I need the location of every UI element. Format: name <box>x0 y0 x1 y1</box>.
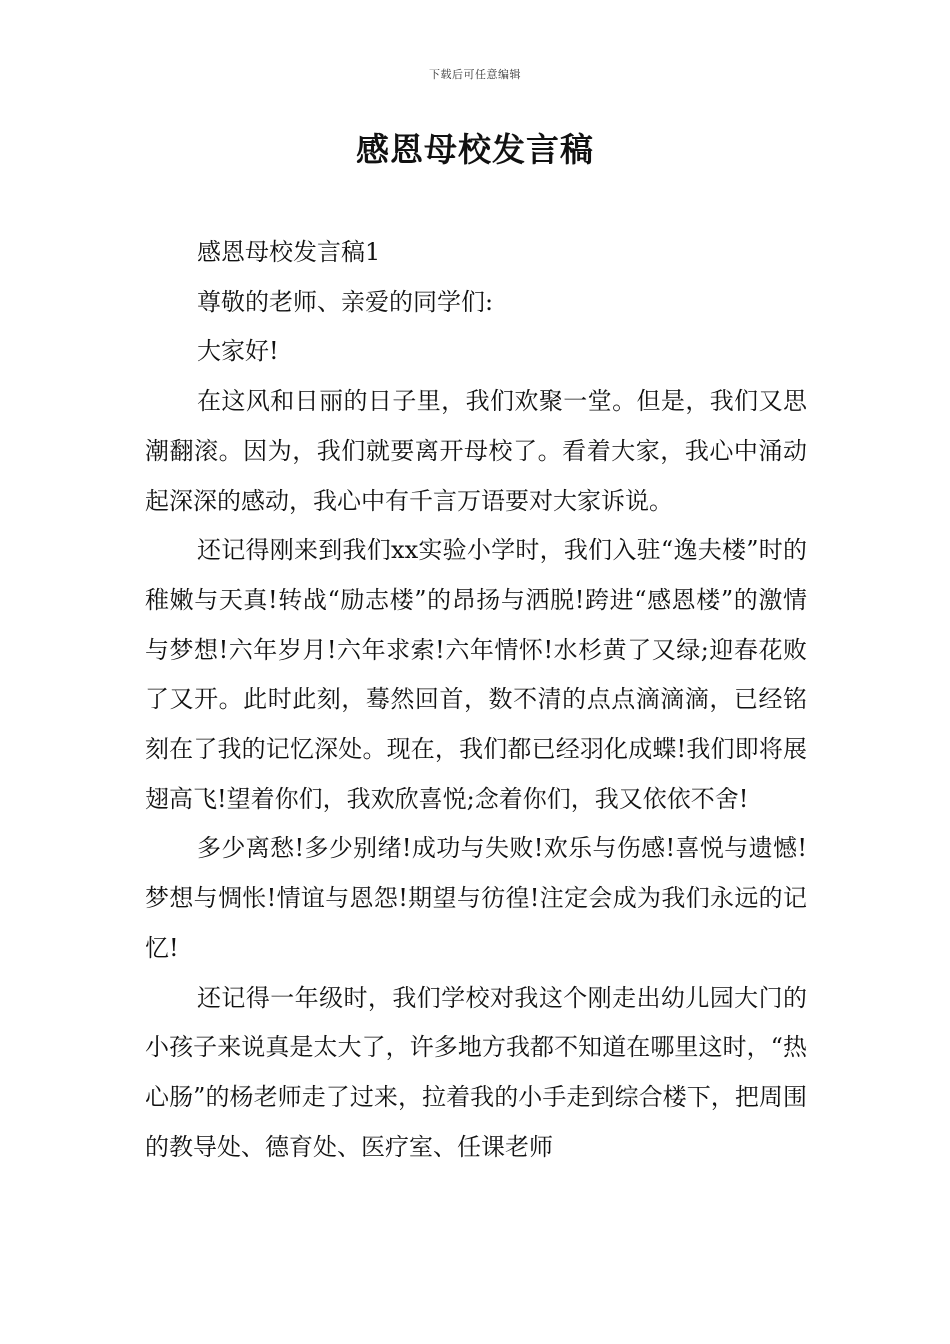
body-paragraph: 还记得一年级时，我们学校对我这个刚走出幼儿园大门的小孩子来说真是太大了，许多地方我都不知道在哪里这时，“热心肠”的杨老师走了过来，拉着我的小手走到综合楼下，把周围的教导处、德育处、医疗室、任课老师 <box>145 983 807 1161</box>
document-body <box>145 228 807 1172</box>
speech-heading: 感恩母校发言稿1 <box>197 238 381 266</box>
body-paragraph: 还记得刚来到我们xx实验小学时，我们入驻“逸夫楼”时的稚嫩与天真!转战“励志楼”的昂扬与洒脱!跨进“感恩楼”的激情与梦想!六年岁月!六年求索!六年情怀!水杉黄了又绿;迎春花败了又开。此时此刻，蓦然回首，数不清的点点滴滴滴，已经铭刻在了我的记忆深处。现在，我们都已经羽化成蝶!我们即将展翅高飞!望着你们，我欢欣喜悦;念着你们，我又依依不舍! <box>145 536 807 813</box>
greeting: 大家好! <box>197 337 279 366</box>
body-paragraph: 多少离愁!多少别绪!成功与失败!欢乐与伤感!喜悦与遗憾!梦想与惆怅!情谊与恩怨!期望与彷徨!注定会成为我们永远的记忆! <box>145 834 807 962</box>
salutation: 尊敬的老师、亲爱的同学们: <box>197 287 494 316</box>
header-note: 下载后可任意编辑 <box>429 68 521 81</box>
document-title: 感恩母校发言稿 <box>356 130 594 169</box>
body-paragraph: 在这风和日丽的日子里，我们欢聚一堂。但是，我们又思潮翻滚。因为，我们就要离开母校了。看着大家，我心中涌动起深深的感动，我心中有千言万语要对大家诉说。 <box>145 387 807 515</box>
